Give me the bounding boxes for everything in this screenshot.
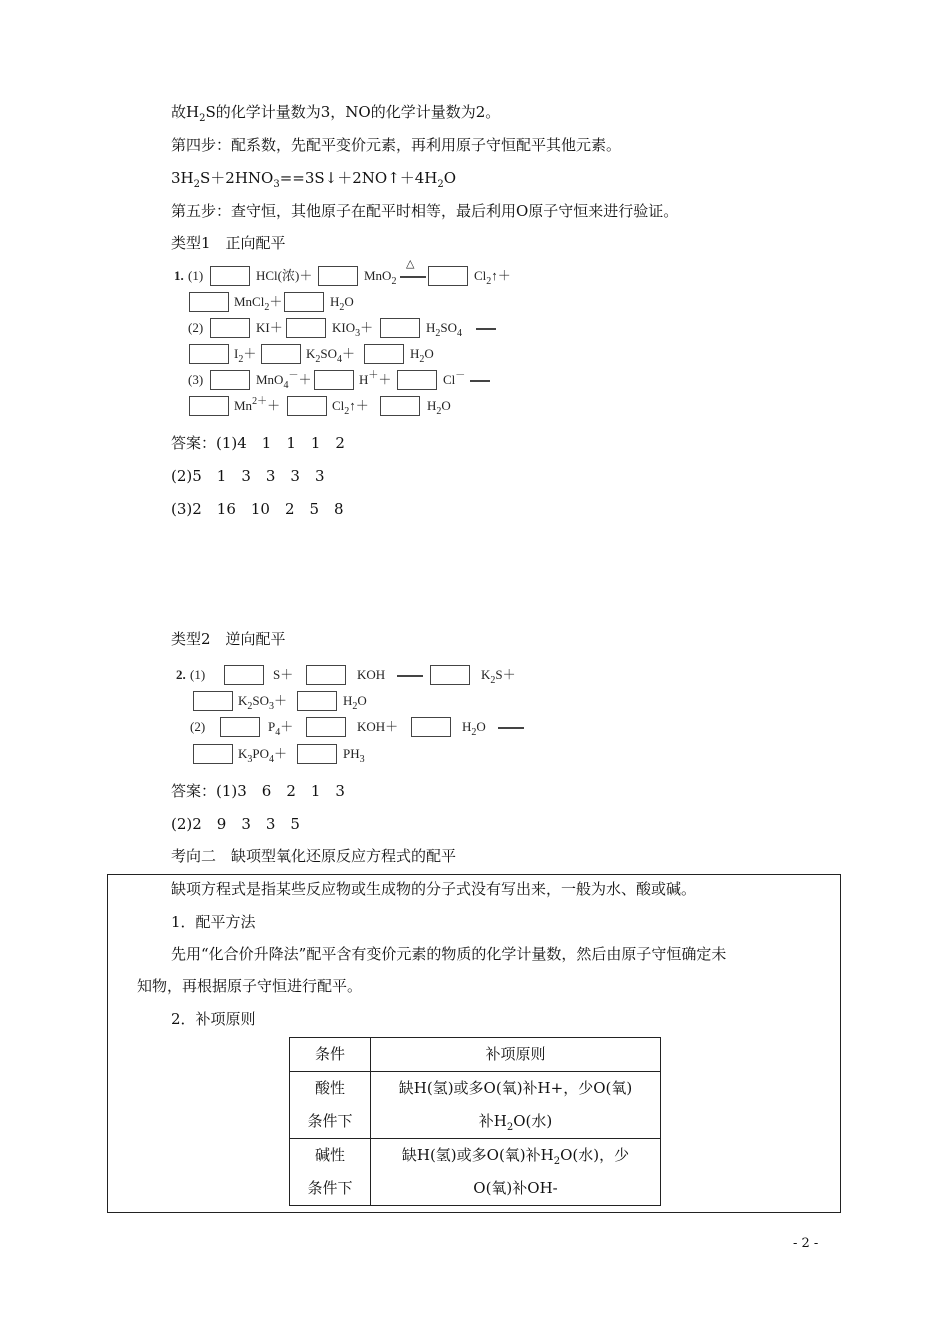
text: O [344,294,354,309]
paragraph-coefficients [171,102,500,122]
subscript: 3 [269,701,275,712]
formula [234,291,282,313]
condition-cell [290,1139,371,1206]
q2-line4 [0,743,950,765]
text: S＋ [495,667,516,682]
text: S的化学计量数为3，NO的化学计量数为2。 [205,103,501,121]
text: O [476,719,486,734]
text: Cl [474,268,487,283]
formula [343,690,367,712]
formula: KOH＋ [357,719,399,734]
text: 酸性 [314,1079,345,1097]
subscript: 4 [269,754,275,765]
box-intro: 缺项方程式是指某些反应物或生成物的分子式没有写出来，一般为水、酸或碱。 [171,880,697,898]
text: KIO [332,320,356,335]
coefficient-blank[interactable] [397,370,437,390]
heat-icon: △ [406,258,415,270]
rule-line [377,1105,654,1138]
formula [238,743,287,765]
text: ＋ [274,693,288,708]
subscript: 2 [471,727,477,738]
part-label: (1) [190,667,206,682]
part-label: (2) [188,320,204,335]
q2-line3 [0,716,950,738]
balanced-equation [171,168,456,188]
text: H [330,294,340,309]
q1-line1 [0,258,950,287]
type2-heading: 类型2 逆向配平 [171,630,286,648]
q1-line3 [0,317,950,339]
subscript: 2 [553,1156,561,1167]
text: ↑＋ [349,398,369,413]
text: H [427,398,437,413]
formula [330,291,354,313]
question-number: 2. [176,667,186,682]
text: MnO [364,268,392,283]
formula [462,716,486,738]
formula [268,716,293,738]
question-number: 1. [174,268,184,283]
equals-line [397,675,423,677]
text: ＋ [269,294,283,309]
coefficient-blank[interactable] [193,744,233,764]
text: ＋ [280,719,294,734]
coefficient-blank[interactable] [411,717,451,737]
coefficient-blank[interactable] [286,318,326,338]
type1-heading: 类型1 正向配平 [171,234,286,252]
equals-line [476,328,496,330]
subscript: 2 [506,1122,514,1133]
text: 碱性 [314,1146,345,1164]
subscript: 2 [344,406,350,417]
subscript: 2 [391,276,397,287]
table-row [290,1072,661,1139]
table-header-row [290,1038,661,1072]
text: H [410,346,420,361]
paragraph-step5: 第五步：查守恒，其他原子在配平时相等，最后利用O原子守恒来进行验证。 [171,202,679,220]
text: 条件下 [307,1179,353,1197]
coefficient-blank[interactable] [428,266,468,286]
formula [343,743,365,765]
formula [234,395,280,417]
text: MnO [256,372,284,387]
formula [359,369,391,391]
subscript: 2 [247,701,253,712]
box-heading-method: 1．配平方法 [171,913,256,931]
header-condition: 条件 [290,1038,371,1072]
coefficient-blank[interactable] [314,370,354,390]
text: 缺H(氢)或多O(氧)补H+，少O(氧) [398,1079,633,1097]
coefficient-blank[interactable] [306,717,346,737]
subscript: 4 [337,354,343,365]
text: Cl [443,372,456,387]
coefficient-blank[interactable] [297,691,337,711]
text: S＋2HNO [200,169,274,187]
text: SO [252,693,270,708]
subscript: 2 [193,179,200,190]
formula [306,343,355,365]
answer2-line1: 答案：(1)3 6 2 1 3 [171,782,345,800]
subscript: 2 [437,179,444,190]
text: H [359,372,369,387]
coefficient-blank[interactable] [189,292,229,312]
q2-line1 [0,664,950,686]
text: ＋ [298,372,312,387]
text: Cl [332,398,345,413]
formula: HCl(浓)＋ [256,268,313,283]
subscript: 2 [419,354,425,365]
text: O(水)，少 [560,1146,630,1164]
text: K [481,667,491,682]
text: ＋ [378,372,392,387]
text: O(氧)补OH- [473,1179,558,1197]
rules-table [289,1037,661,1206]
answer1-line1: 答案：(1)4 1 1 1 2 [171,434,345,452]
text: P [268,719,276,734]
subscript: 4 [275,727,281,738]
formula [364,265,396,287]
text: O [441,398,451,413]
formula [443,369,465,391]
formula [256,369,311,391]
condition-cell [290,1072,371,1139]
subscript: 2 [315,354,321,365]
text: H [426,320,436,335]
formula [238,690,287,712]
coefficient-blank[interactable] [220,717,260,737]
text: ＋ [243,346,257,361]
text: O [443,169,457,187]
formula: KOH [357,667,386,682]
text: H [343,693,353,708]
coefficient-blank[interactable] [189,344,229,364]
subscript: 2 [264,302,270,313]
text: I [234,346,239,361]
coefficient-blank[interactable] [364,344,404,364]
subscript: 4 [283,380,289,391]
subscript: 2 [435,328,441,339]
superscript: ＋ [368,370,379,381]
text: Mn [234,398,253,413]
subscript: 3 [355,328,361,339]
text: K [238,693,248,708]
superscript: － [455,370,466,381]
text: 补H [478,1112,507,1130]
text: ＋ [274,746,288,761]
text: ＋ [360,320,374,335]
text: ↑＋ [491,268,511,283]
formula [426,317,462,339]
text: 条件下 [307,1112,353,1130]
subscript: 2 [238,354,244,365]
superscript: － [288,370,299,381]
table-row [290,1139,661,1206]
formula [332,395,369,417]
text: O [424,346,434,361]
formula [410,343,434,365]
superscript: 2＋ [252,396,268,407]
page-number: - 2 - [793,1236,819,1251]
subscript: 2 [352,701,358,712]
box-method-line1: 先用“化合价升降法”配平含有变价元素的物质的化学计量数，然后由原子守恒确定未 [171,945,727,963]
text: 故H [171,103,200,121]
equals-line [498,727,524,729]
coefficient-blank[interactable] [284,292,324,312]
text: MnCl [234,294,265,309]
subscript: 2 [199,113,206,124]
equals-line [470,380,490,382]
part-label: (3) [188,372,204,387]
formula [474,265,511,287]
q2-line2 [0,690,950,712]
text: ＋ [267,398,281,413]
coefficient-blank[interactable] [318,266,358,286]
answer2-line2: (2)2 9 3 3 5 [171,815,300,833]
answer1-line2: (2)5 1 3 3 3 3 [171,467,325,485]
text: SO [320,346,338,361]
formula [481,664,516,686]
coefficient-blank[interactable] [224,665,264,685]
coefficient-blank[interactable] [430,665,470,685]
q1-line4 [0,343,950,365]
formula: S＋ [273,667,294,682]
text: SO [440,320,458,335]
box-method-line2: 知物，再根据原子守恒进行配平。 [137,977,363,995]
subscript: 3 [359,754,365,765]
formula [427,395,451,417]
part-label: (1) [188,268,204,283]
coefficient-blank[interactable] [210,266,250,286]
equals-line [400,276,426,278]
text: ==3S↓＋2NO↑＋4H [279,169,438,187]
formula [234,343,256,365]
subscript: 3 [247,754,253,765]
subscript: 3 [273,179,280,190]
rule-cell [371,1139,661,1206]
coefficient-blank[interactable] [210,370,250,390]
text: K [306,346,316,361]
coefficient-blank[interactable] [287,396,327,416]
coefficient-blank[interactable] [210,318,250,338]
subscript: 2 [339,302,345,313]
paragraph-step4: 第四步：配系数，先配平变价元素，再利用原子守恒配平其他元素。 [171,136,622,154]
coefficient-blank[interactable] [261,344,301,364]
header-rule: 补项原则 [371,1038,661,1072]
coefficient-blank[interactable] [306,665,346,685]
subscript: 4 [457,328,463,339]
text: ＋ [342,346,356,361]
text: 缺H(氢)或多O(氧)补H [401,1146,554,1164]
coefficient-blank[interactable] [189,396,229,416]
text: O [357,693,367,708]
subscript: 2 [490,675,496,686]
text: 3H [171,169,194,187]
section2-heading: 考向二 缺项型氧化还原反应方程式的配平 [171,847,457,865]
subscript: 2 [486,276,492,287]
q1-line5 [0,369,950,391]
part-label: (2) [190,719,206,734]
coefficient-blank[interactable] [380,318,420,338]
coefficient-blank[interactable] [380,396,420,416]
text: K [238,746,248,761]
text: PO [252,746,270,761]
box-heading-rules: 2．补项原则 [171,1010,256,1028]
formula [332,317,373,339]
rule-line [377,1139,654,1172]
text: O(水) [513,1112,553,1130]
coefficient-blank[interactable] [193,691,233,711]
coefficient-blank[interactable] [297,744,337,764]
q1-line6 [0,395,950,417]
rule-cell [371,1072,661,1139]
text: PH [343,746,360,761]
subscript: 2 [436,406,442,417]
text: H [462,719,472,734]
answer1-line3: (3)2 16 10 2 5 8 [171,500,344,518]
q1-line2 [0,291,950,313]
formula: KI＋ [256,320,283,335]
